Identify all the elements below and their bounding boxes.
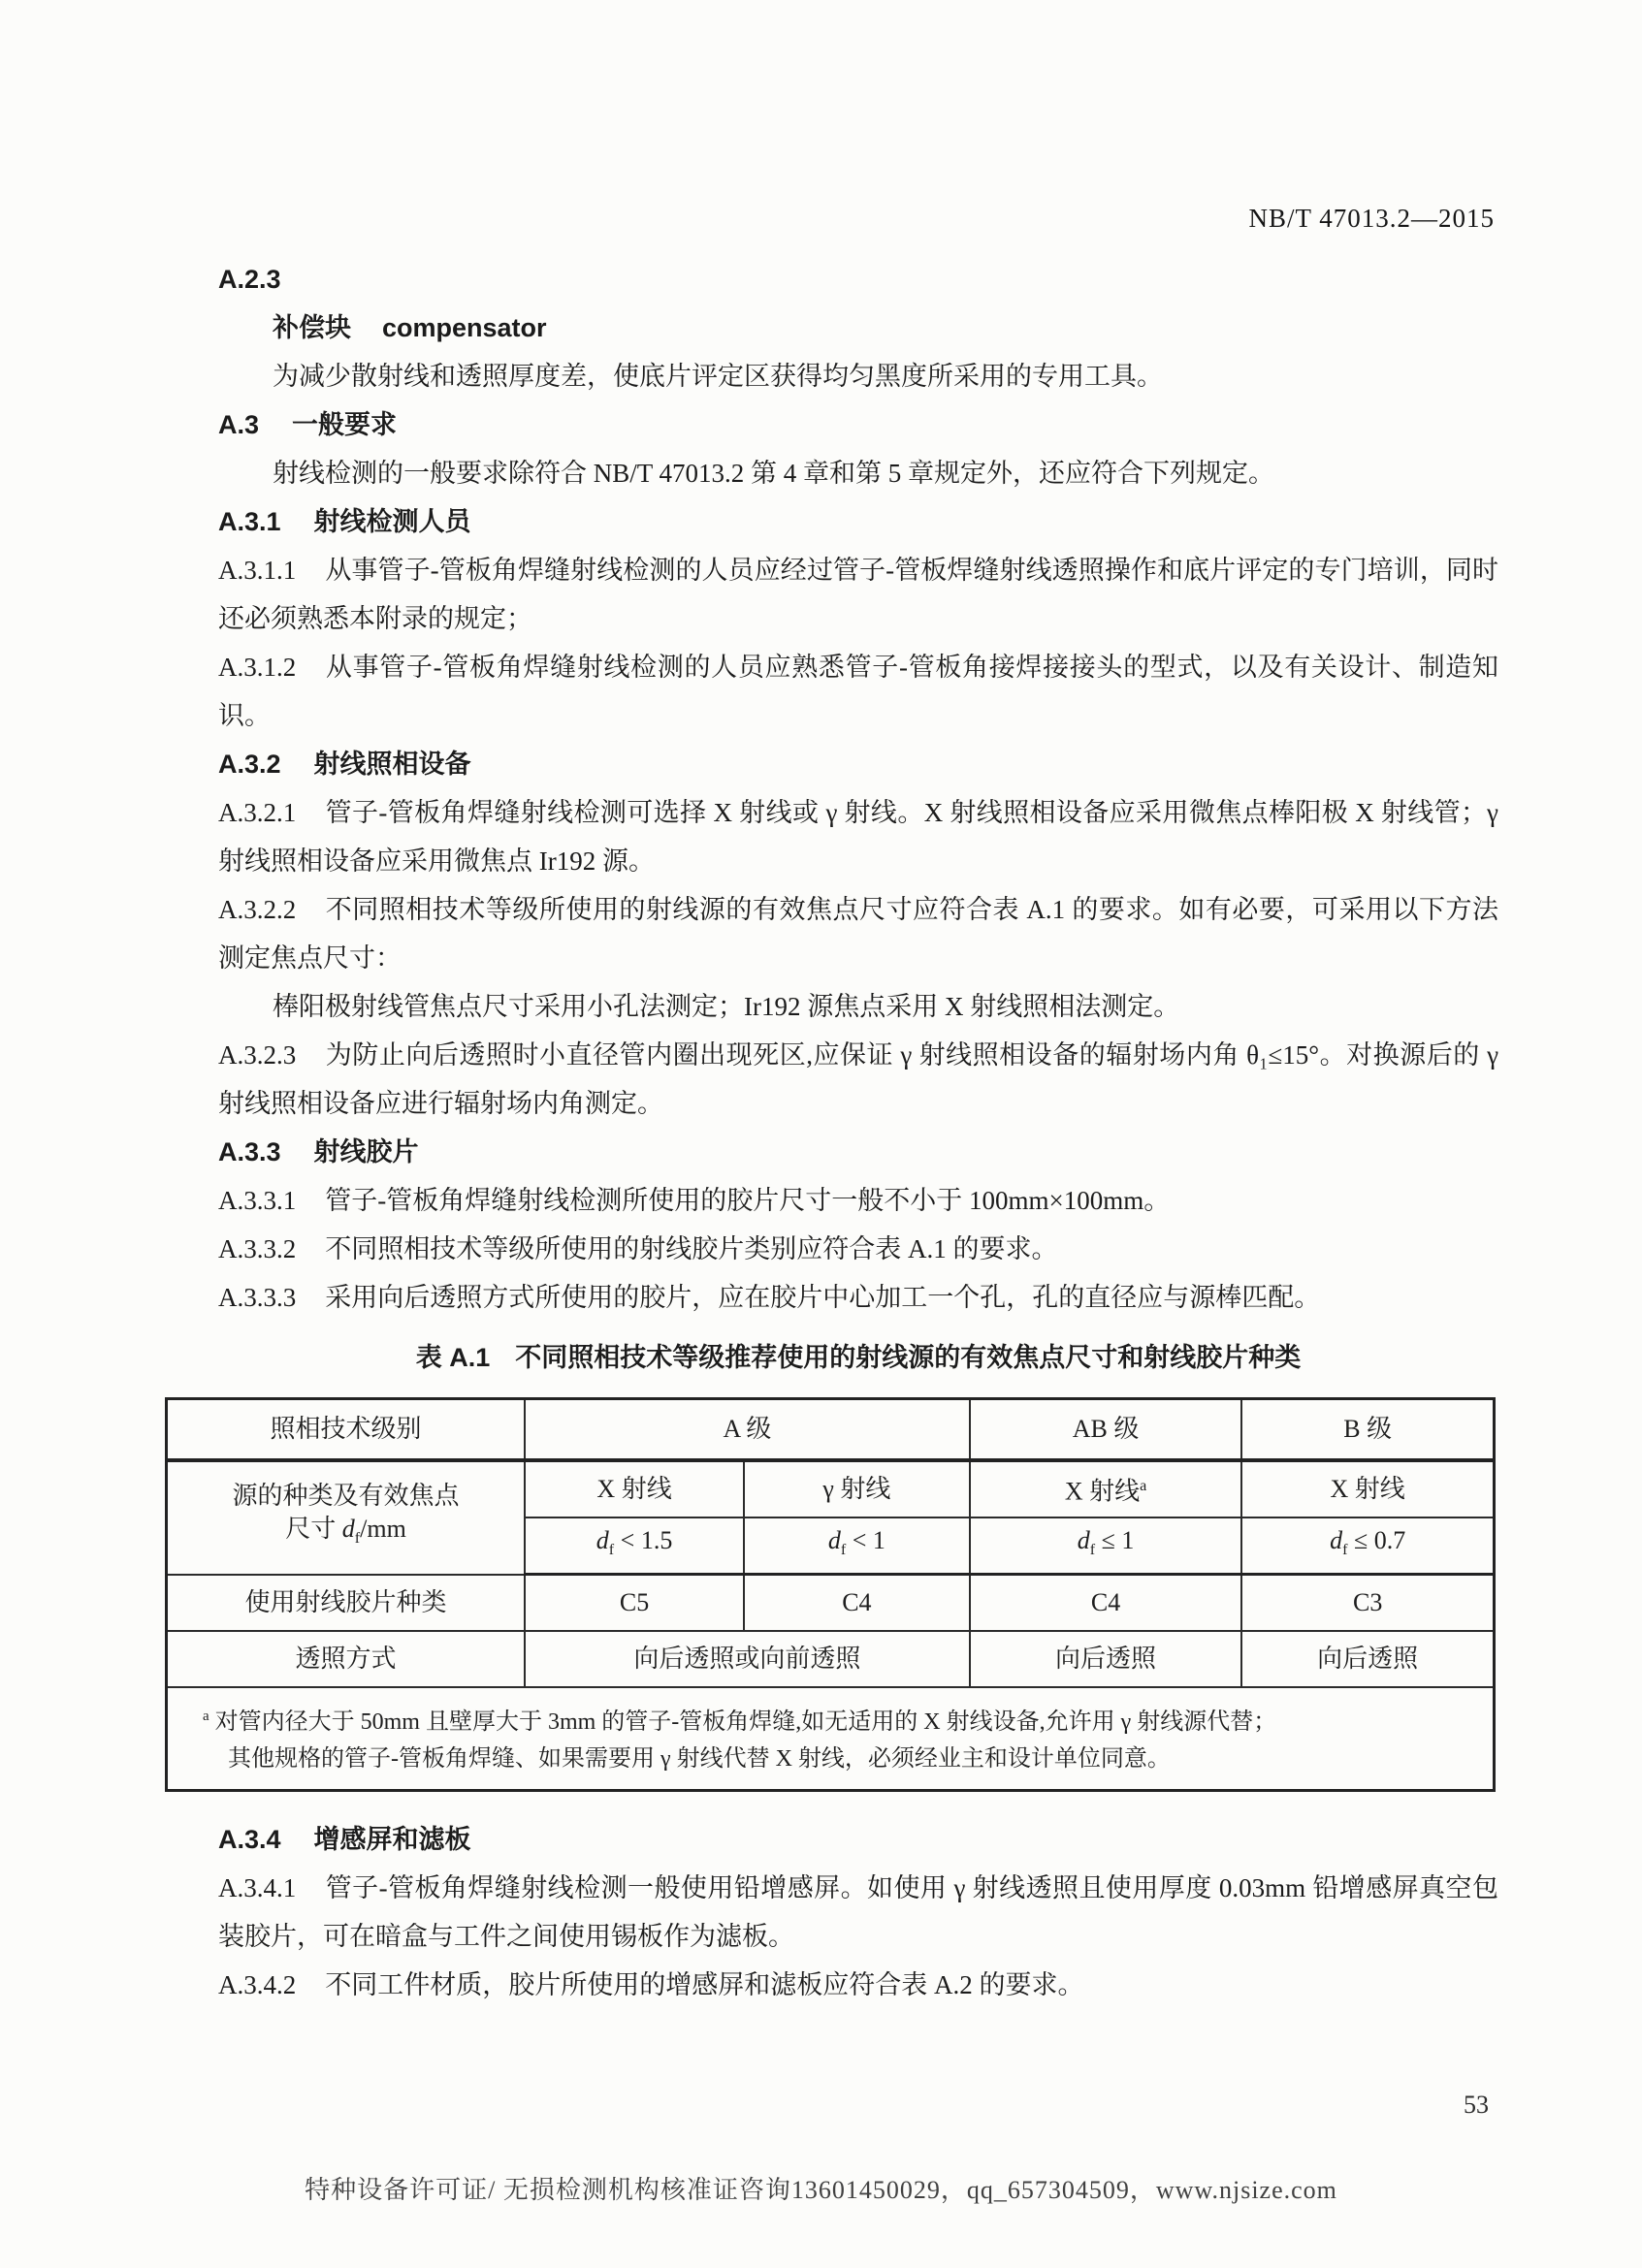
clause-text: 采用向后透照方式所使用的胶片，应在胶片中心加工一个孔，孔的直径应与源棒匹配。 [325, 1283, 1321, 1312]
cell-mode-label: 透照方式 [167, 1631, 526, 1687]
symbol-sub-f: f [608, 1542, 615, 1559]
heading-a23 [218, 255, 1498, 303]
term-line [218, 303, 1498, 352]
cell-focus-ab [970, 1517, 1242, 1575]
page-number: 53 [1464, 2091, 1489, 2119]
cell-level-label: 照相技术级别 [167, 1399, 526, 1461]
paragraph-a341 [218, 1864, 1498, 1961]
table-row-films [167, 1575, 1495, 1632]
paragraph-a323 [218, 1031, 1498, 1128]
footer-watermark: 特种设备许可证/ 无损检测机构核准证咨询13601450029，qq_657304509，www.njsize.com [305, 2176, 1337, 2204]
paragraph-a322-method: 棒阳极射线管焦点尺寸采用小孔法测定；Ir192 源焦点采用 X 射线照相法测定。 [273, 992, 1180, 1021]
term-en: compensator [382, 313, 547, 342]
clause-text: 管子-管板角焊缝射线检测所使用的胶片尺寸一般不小于 100mm×100mm。 [325, 1186, 1171, 1215]
table-row-modes [167, 1631, 1495, 1687]
footnote-sup: a [203, 1709, 209, 1724]
focus-value: < 1 [846, 1525, 885, 1554]
paragraph-a3-intro: 射线检测的一般要求除符合 NB/T 47013.2 第 4 章和第 5 章规定外，还应符合下列规定。 [273, 459, 1275, 488]
symbol-sub-f: f [1342, 1542, 1348, 1559]
section-number: A.3.2 [218, 750, 281, 779]
doc-code: NB/T 47013.2—2015 [1248, 204, 1495, 233]
cell-level-a: A 级 [525, 1399, 970, 1461]
heading-a32 [218, 740, 1498, 788]
heading-a31 [218, 497, 1498, 546]
focus-value: ≤ 1 [1095, 1525, 1135, 1554]
paragraph-a333 [218, 1273, 1498, 1322]
focus-value: ≤ 0.7 [1347, 1525, 1406, 1554]
source-label-pre: 尺寸 [285, 1515, 342, 1544]
table-label: 表 A.1 [415, 1343, 491, 1372]
heading-a3 [218, 400, 1498, 449]
section-number: A.3 [218, 410, 260, 439]
footnote-line1 [203, 1698, 1469, 1741]
clause-number: A.3.3.3 [218, 1283, 297, 1312]
clause-text: 管子-管板角焊缝射线检测可选择 X 射线或 γ 射线。X 射线照相设备应采用微焦点棒阳极 X 射线管；γ 射线照相设备应采用微焦点 Ir192 源。 [218, 798, 1498, 876]
cell-film-a-x: C5 [525, 1575, 744, 1632]
clause-number: A.3.1.1 [218, 556, 297, 585]
cell-film-ab: C4 [970, 1575, 1242, 1632]
section-title: 增感屏和滤板 [313, 1825, 471, 1854]
source-ab-x-sup: a [1140, 1478, 1147, 1495]
paragraph-a311 [218, 546, 1498, 643]
footnote-text1: 对管内径大于 50mm 且壁厚大于 3mm 的管子-管板角焊缝,如无适用的 X 射线设备,允许用 γ 射线源代替； [209, 1709, 1277, 1735]
cell-mode-ab: 向后透照 [970, 1631, 1242, 1687]
cell-film-a-gamma: C4 [744, 1575, 970, 1632]
symbol-d: d [596, 1525, 609, 1554]
clause-text: 为防止向后透照时小直径管内圈出现死区,应保证 γ 射线照相设备的辐射场内角 θ₁≤15°。对换源后的 γ 射线照相设备应进行辐射场内角测定。 [218, 1040, 1498, 1118]
symbol-d: d [1330, 1525, 1343, 1554]
paragraph-a321 [218, 788, 1498, 885]
cell-footnote [167, 1687, 1495, 1791]
paragraph-a312 [218, 643, 1498, 740]
cell-film-label: 使用射线胶片种类 [167, 1575, 526, 1632]
cell-focus-b [1241, 1517, 1494, 1575]
focus-value: < 1.5 [614, 1525, 673, 1554]
clause-text: 不同照相技术等级所使用的射线源的有效焦点尺寸应符合表 A.1 的要求。如有必要，可采用以下方法测定焦点尺寸： [218, 895, 1498, 973]
clause-text: 从事管子-管板角焊缝射线检测的人员应经过管子-管板焊缝射线透照操作和底片评定的专门培训，同时还必须熟悉本附录的规定； [218, 556, 1498, 633]
cell-mode-b: 向后透照 [1241, 1631, 1494, 1687]
symbol-d: d [827, 1525, 841, 1554]
section-number: A.3.1 [218, 507, 281, 536]
cell-film-b: C3 [1241, 1575, 1494, 1632]
clause-text: 管子-管板角焊缝射线检测一般使用铅增感屏。如使用 γ 射线透照且使用厚度 0.03mm 铅增感屏真空包装胶片，可在暗盒与工件之间使用锡板作为滤板。 [218, 1873, 1498, 1951]
heading-a34 [218, 1815, 1498, 1864]
section-title: 一般要求 [292, 410, 398, 439]
paragraph-a342 [218, 1961, 1498, 2009]
source-ab-x-text: X 射线 [1064, 1477, 1141, 1506]
cell-level-ab: AB 级 [970, 1399, 1242, 1461]
table-row-source-types [167, 1460, 1495, 1517]
symbol-d: d [1077, 1525, 1090, 1554]
table-row-footnote [167, 1687, 1495, 1791]
page-content [203, 255, 1498, 2009]
cell-source-label [167, 1460, 526, 1575]
clause-text: 不同工件材质，胶片所使用的增感屏和滤板应符合表 A.2 的要求。 [325, 1970, 1084, 1999]
symbol-sub-f: f [354, 1530, 361, 1548]
footnote-line2: 其他规格的管子-管板角焊缝、如果需要用 γ 射线代替 X 射线，必须经业主和设计单位同意。 [228, 1746, 1171, 1772]
clause-text: 从事管子-管板角焊缝射线检测的人员应熟悉管子-管板角接焊接接头的型式，以及有关设计、制造知识。 [218, 653, 1498, 730]
source-label-line2 [285, 1515, 406, 1548]
term-definition: 为减少散射线和透照厚度差，使底片评定区获得均匀黑度所采用的专用工具。 [273, 362, 1163, 391]
table-row-levels [167, 1399, 1495, 1461]
section-number: A.2.3 [218, 265, 281, 294]
clause-number: A.3.4.2 [218, 1970, 297, 1999]
cell-focus-a-gamma [744, 1517, 970, 1575]
clause-number: A.3.2.2 [218, 895, 297, 924]
table-a1 [165, 1397, 1496, 1792]
clause-text: 不同照相技术等级所使用的射线胶片类别应符合表 A.1 的要求。 [325, 1234, 1058, 1263]
section-number: A.3.4 [218, 1825, 281, 1854]
cell-focus-a-x [525, 1517, 744, 1575]
source-label-line1: 源的种类及有效焦点 [232, 1482, 460, 1511]
cell-mode-a: 向后透照或向前透照 [525, 1631, 970, 1687]
clause-number: A.3.2.3 [218, 1040, 297, 1070]
symbol-sub-f: f [840, 1542, 847, 1559]
clause-number: A.3.2.1 [218, 798, 297, 827]
section-title: 射线照相设备 [313, 750, 471, 779]
section-number: A.3.3 [218, 1137, 281, 1166]
paragraph-a332 [218, 1225, 1498, 1273]
cell-source-a-gamma: γ 射线 [744, 1460, 970, 1517]
cell-source-ab-x [970, 1460, 1242, 1517]
cell-source-a-x: X 射线 [525, 1460, 744, 1517]
term-cn: 补偿块 [273, 313, 351, 342]
clause-number: A.3.3.2 [218, 1234, 297, 1263]
section-title: 射线检测人员 [313, 507, 471, 536]
table-title-text: 不同照相技术等级推荐使用的射线源的有效焦点尺寸和射线胶片种类 [515, 1343, 1302, 1372]
clause-number: A.3.4.1 [218, 1873, 297, 1902]
source-label-post: /mm [360, 1515, 406, 1544]
paragraph-a322 [218, 885, 1498, 982]
symbol-d: d [341, 1515, 355, 1544]
clause-number: A.3.1.2 [218, 653, 297, 682]
cell-source-b-x: X 射线 [1241, 1460, 1494, 1517]
paragraph-a331 [218, 1176, 1498, 1225]
clause-number: A.3.3.1 [218, 1186, 297, 1215]
cell-level-b: B 级 [1241, 1399, 1494, 1461]
section-title: 射线胶片 [313, 1137, 419, 1166]
table-a1-title [218, 1333, 1498, 1382]
heading-a33 [218, 1128, 1498, 1176]
symbol-sub-f: f [1089, 1542, 1096, 1559]
